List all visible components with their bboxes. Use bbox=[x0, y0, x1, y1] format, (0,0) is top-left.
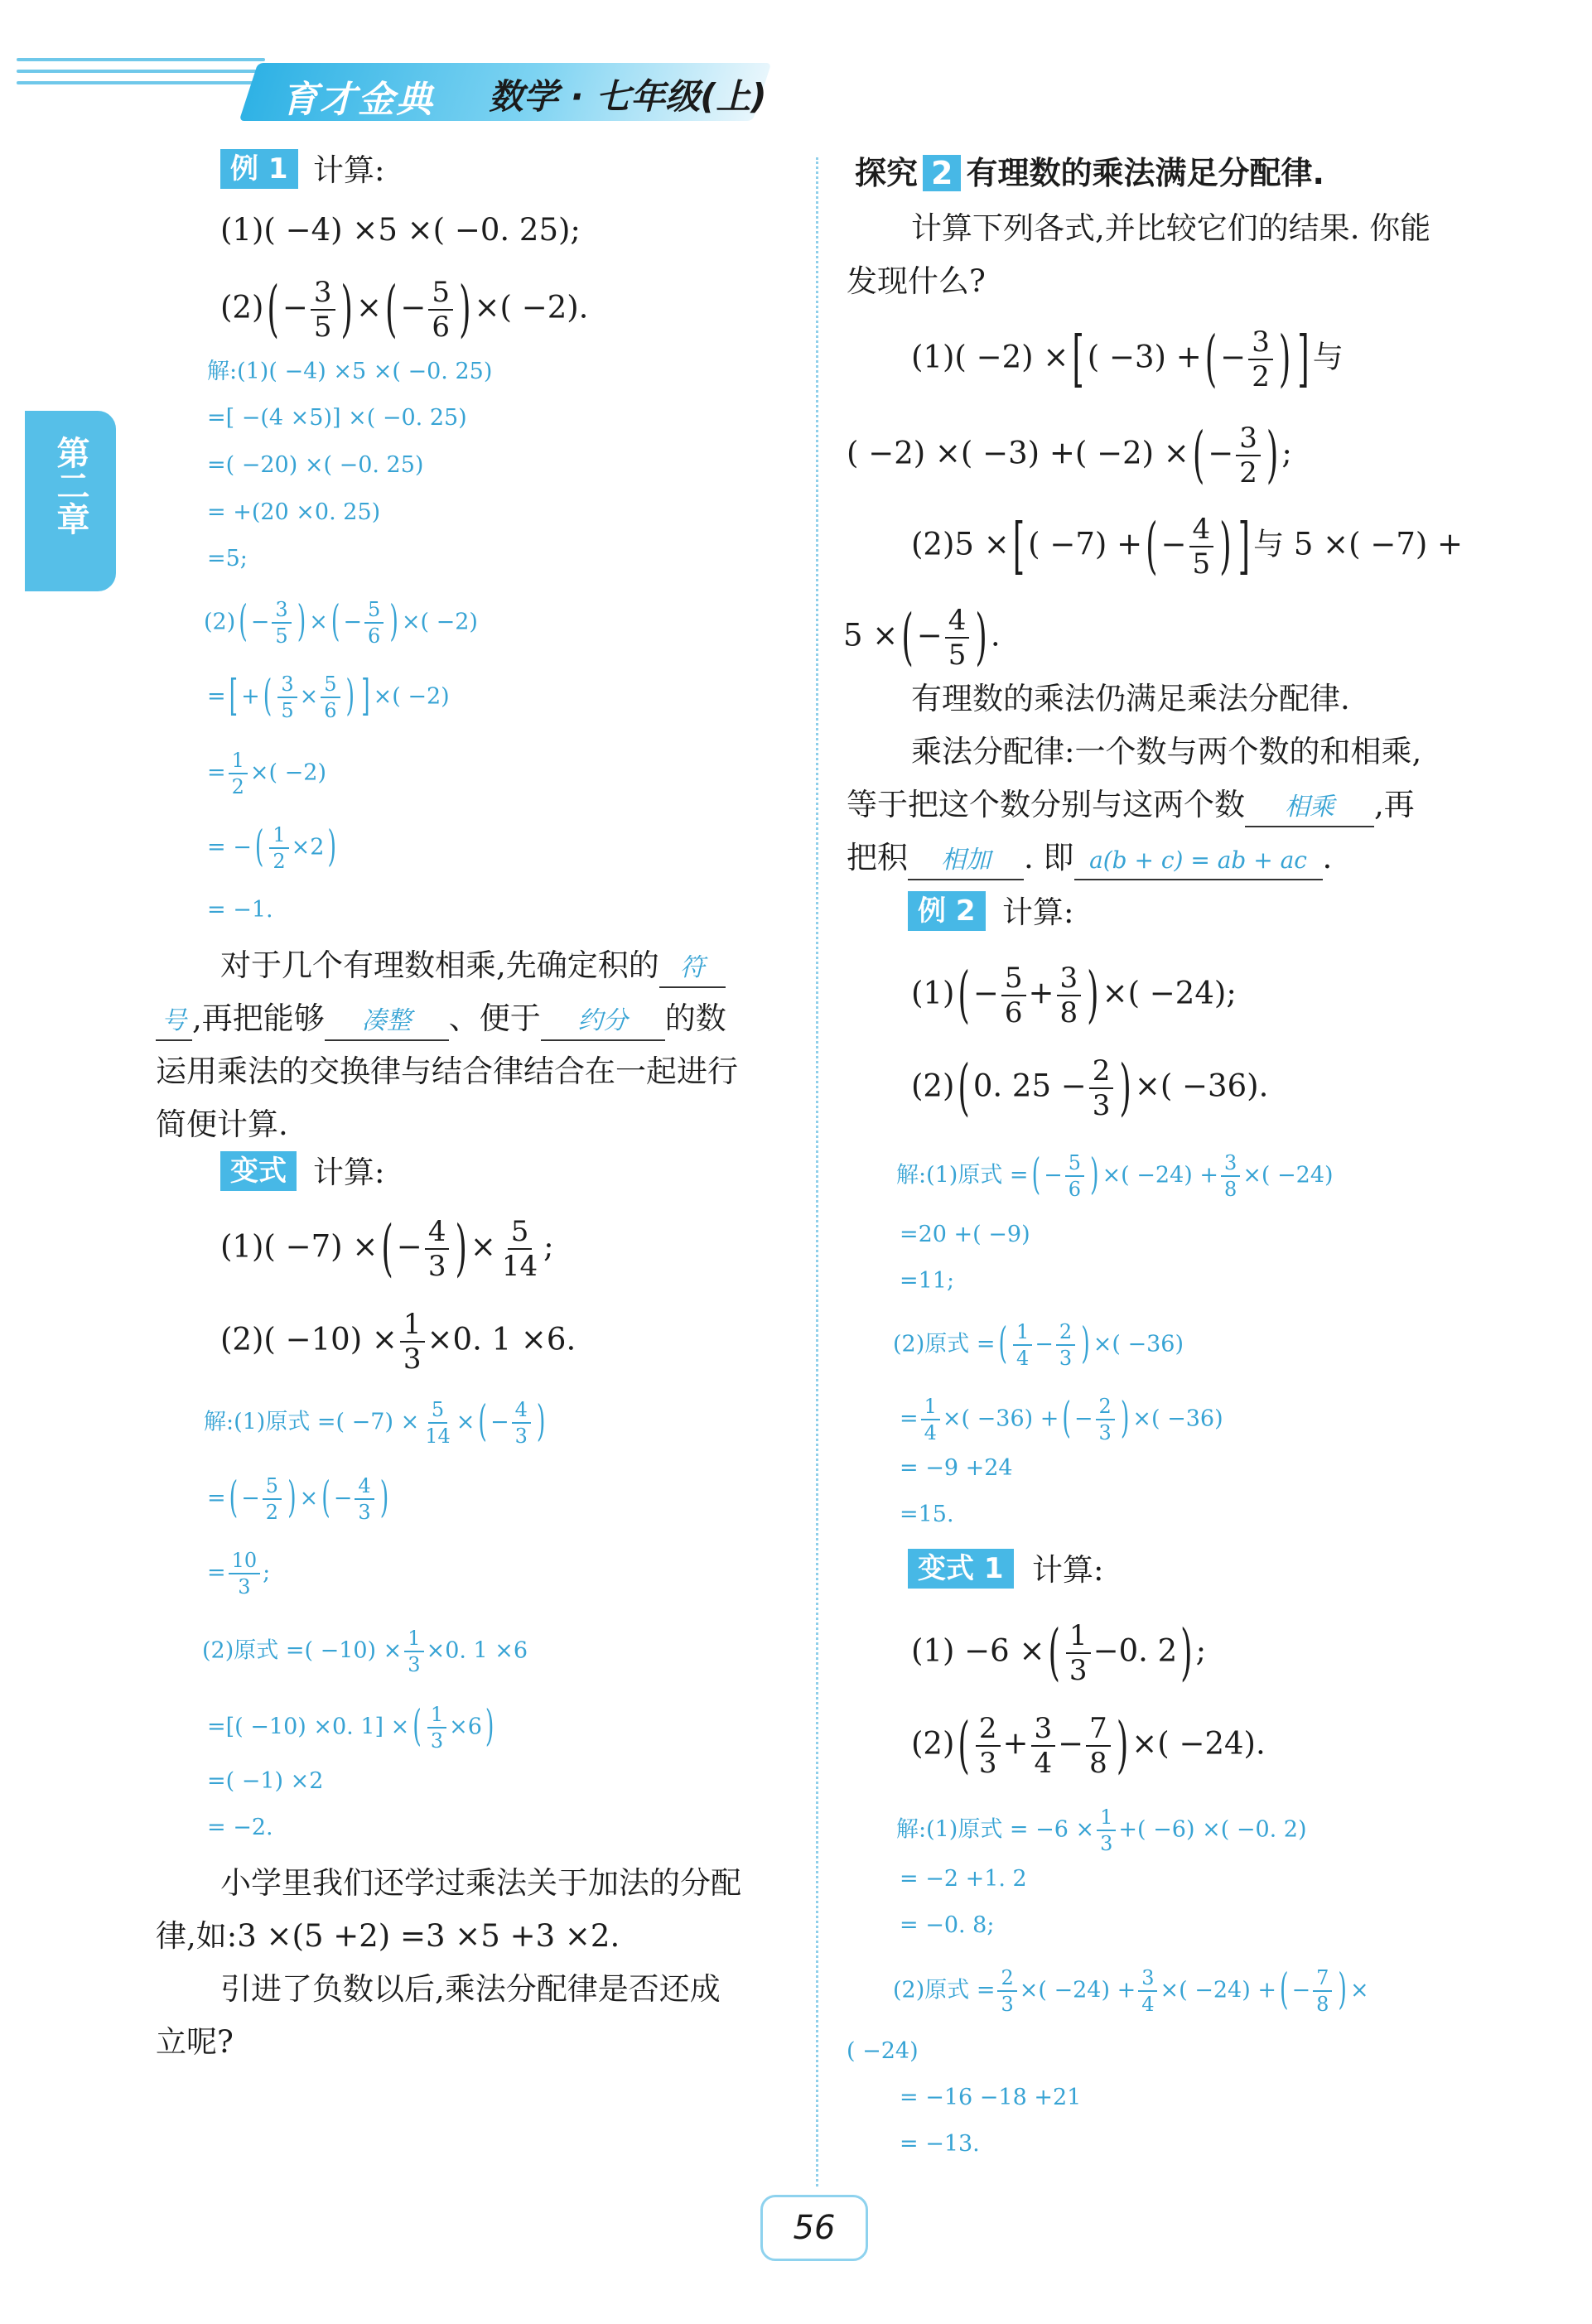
explore-prefix: 探究 bbox=[855, 155, 919, 191]
variant-solution-line: 解:(1)原式 =( −7) × $\frac{5}{14}$ × ( − $\frac{4}{3}$ ) bbox=[204, 1397, 546, 1448]
intro-line: 计算下列各式,并比较它们的结果. 你能 bbox=[911, 210, 1431, 246]
answer-blank: 相加 bbox=[908, 842, 1024, 880]
ex1-solution-line: = − ( $\frac{1}{2}$ ×2 ) bbox=[207, 822, 337, 873]
ex2-question-2: (2) ( 0. 25 − $\frac{2}{3}$ ) ×( −36). bbox=[911, 1052, 1269, 1123]
variant-question-2: (2)( −10) × $\frac{1}{3}$ ×0. 1 ×6. bbox=[220, 1308, 576, 1376]
variant-tag: 变式 bbox=[220, 1151, 297, 1191]
summary-paragraph-line: 号 ,再把能够 凑整 、便于 约分 的数 bbox=[156, 1000, 726, 1041]
explore-title: 有理数的乘法满足分配律. bbox=[966, 155, 1324, 191]
variant-solution-line: =[( −10) ×0. 1] × ( $\frac{1}{3}$ ×6 ) bbox=[207, 1702, 494, 1753]
ex2-solution-line: =20 +( −9) bbox=[900, 1222, 1030, 1247]
answer-blank: 符 bbox=[659, 950, 726, 988]
chapter-side-tab-label: 第二章 bbox=[51, 436, 89, 535]
ex1-question-2: (2) ( − $\frac{3}{5}$ ) × ( − $\frac{5}{6}$ ) ×( −2). bbox=[220, 273, 589, 345]
explore-expression: ( −2) ×( −3) +( −2) × ( − $\frac{3}{2}$ ) ; bbox=[847, 419, 1292, 490]
variant-1-solution-line: = −13. bbox=[900, 2131, 980, 2157]
explore-expression: (2)5 × [ ( −7) + ( − $\frac{4}{5}$ ) ] 与 5 ×( −7) + bbox=[911, 510, 1464, 581]
ex1-solution-line: = [ + ( $\frac{3}{5}$ × $\frac{5}{6}$ ) ] ×( −2) bbox=[207, 672, 450, 722]
variant-solution-line: = −2. bbox=[207, 1815, 273, 1840]
ex1-question-1: (1)( −4) ×5 ×( −0. 25); bbox=[220, 212, 581, 248]
example-1-tag: 例 1 bbox=[220, 149, 298, 189]
ex2-solution-line: =15. bbox=[900, 1502, 954, 1527]
explore-expression: (1)( −2) × [ ( −3) + ( − $\frac{3}{2}$ ) ] 与 bbox=[911, 323, 1344, 394]
variant-question-1: (1)( −7) × ( − $\frac{4}{3}$ ) × $\frac{5}{14}$ ; bbox=[220, 1213, 554, 1284]
summary-paragraph-line: 运用乘法的交换律与结合律结合在一起进行 bbox=[156, 1054, 738, 1089]
variant-1-question-1: (1) −6 × ( $\frac{1}{3}$ −0. 2 ) ; bbox=[911, 1617, 1207, 1688]
variant-1-solution-line: = −0. 8; bbox=[900, 1912, 995, 1938]
variant-solution-line: = ( − $\frac{5}{2}$ ) × ( − $\frac{4}{3}$ ) bbox=[207, 1473, 389, 1524]
header-decoration bbox=[17, 58, 265, 133]
variant-1-solution-line: (2)原式 = $\frac{2}{3}$ ×( −24) + $\frac{3}{4}$ ×( −24) + ( − $\frac{7}{8}$ ) × bbox=[893, 1965, 1369, 2016]
explore-expression: 5 × ( − $\frac{4}{5}$ ) . bbox=[843, 601, 1001, 673]
answer-blank: a(b + c) = ab + ac bbox=[1074, 842, 1323, 880]
rule-line: 等于把这个数分别与这两个数 相乘 ,再 bbox=[847, 787, 1415, 827]
rule-line: 乘法分配律:一个数与两个数的和相乘, bbox=[911, 734, 1422, 769]
summary-paragraph-line: 对于几个有理数相乘,先确定积的 符 bbox=[220, 947, 726, 988]
variant-solution-line: = $\frac{10}{3}$ ; bbox=[207, 1549, 271, 1598]
variant-1-solution-line: = −16 −18 +21 bbox=[900, 2085, 1082, 2110]
example-1-title: 计算: bbox=[313, 152, 385, 188]
variant-1-question-2: (2) ( $\frac{2}{3}$ + $\frac{3}{4}$ − $\frac{7}{8}$ ) ×( −24). bbox=[911, 1709, 1266, 1781]
summary-paragraph-line: 简便计算. bbox=[156, 1107, 288, 1142]
column-divider bbox=[816, 157, 818, 2187]
text-paragraph-line: 立呢? bbox=[156, 2024, 234, 2060]
ex2-solution-line: = $\frac{1}{4}$ ×( −36) + ( − $\frac{2}{3}$ ) ×( −36) bbox=[900, 1394, 1223, 1444]
rule-line: 有理数的乘法仍满足乘法分配律. bbox=[911, 681, 1350, 716]
example-2-tag: 例 2 bbox=[908, 891, 986, 931]
ex2-solution-line: = −9 +24 bbox=[900, 1455, 1013, 1481]
variant-1-title: 计算: bbox=[1032, 1552, 1104, 1588]
explore-heading bbox=[855, 147, 1324, 193]
text-paragraph-line: 引进了负数以后,乘法分配律是否还成 bbox=[220, 1971, 721, 2007]
ex1-solution-line: =( −20) ×( −0. 25) bbox=[207, 452, 424, 478]
text-paragraph-line: 律,如:3 ×(5 +2) =3 ×5 +3 ×2. bbox=[156, 1918, 620, 1954]
answer-blank: 约分 bbox=[541, 1003, 665, 1041]
variant-1-solution-line: = −2 +1. 2 bbox=[900, 1866, 1027, 1892]
variant-1-solution-line: ( −24) bbox=[847, 2038, 919, 2064]
answer-blank: 号 bbox=[156, 1003, 192, 1041]
example-2-title: 计算: bbox=[1002, 894, 1074, 930]
ex1-solution-line: (2) ( − $\frac{3}{5}$ ) × ( − $\frac{5}{6}$ ) ×( −2) bbox=[204, 597, 478, 648]
rule-line: 把积 相加 . 即 a(b + c) = ab + ac . bbox=[847, 840, 1332, 880]
ex2-solution-line: =11; bbox=[900, 1268, 955, 1294]
variant-1-tag: 变式 1 bbox=[908, 1549, 1014, 1589]
ex1-solution-line: = +(20 ×0. 25) bbox=[207, 499, 381, 525]
ex1-solution-line: = −1. bbox=[207, 897, 273, 923]
header-brand: 育才金典 bbox=[282, 79, 434, 121]
chapter-side-tab bbox=[25, 411, 116, 591]
ex1-solution-line: =[ −(4 ×5)] ×( −0. 25) bbox=[207, 405, 467, 431]
ex1-solution-line: 解:(1)( −4) ×5 ×( −0. 25) bbox=[207, 359, 493, 384]
intro-line: 发现什么? bbox=[847, 263, 986, 299]
page-number: 56 bbox=[760, 2195, 868, 2261]
answer-blank: 相乘 bbox=[1245, 789, 1374, 827]
answer-blank: 凑整 bbox=[325, 1003, 449, 1041]
ex2-solution-line: (2)原式 = ( $\frac{1}{4}$ − $\frac{2}{3}$ ) ×( −36) bbox=[893, 1319, 1184, 1370]
ex1-solution-line: =5; bbox=[207, 546, 248, 571]
ex1-solution-line: = $\frac{1}{2}$ ×( −2) bbox=[207, 749, 326, 798]
ex2-question-1: (1) ( − $\frac{5}{6}$ + $\frac{3}{8}$ ) ×( −24); bbox=[911, 959, 1237, 1030]
text-paragraph-line: 小学里我们还学过乘法关于加法的分配 bbox=[220, 1865, 741, 1901]
variant-solution-line: =( −1) ×2 bbox=[207, 1768, 324, 1794]
variant-title: 计算: bbox=[313, 1155, 385, 1190]
explore-number: 2 bbox=[923, 155, 961, 191]
ex2-solution-line: 解:(1)原式 = ( − $\frac{5}{6}$ ) ×( −24) + $\frac{3}{8}$ ×( −24) bbox=[896, 1150, 1334, 1201]
header-subtitle: 数学 · 七年级(上) bbox=[489, 76, 767, 117]
variant-1-solution-line: 解:(1)原式 = −6 × $\frac{1}{3}$ +( −6) ×( −0. 2) bbox=[896, 1806, 1307, 1855]
variant-solution-line: (2)原式 =( −10) × $\frac{1}{3}$ ×0. 1 ×6 bbox=[202, 1627, 528, 1676]
